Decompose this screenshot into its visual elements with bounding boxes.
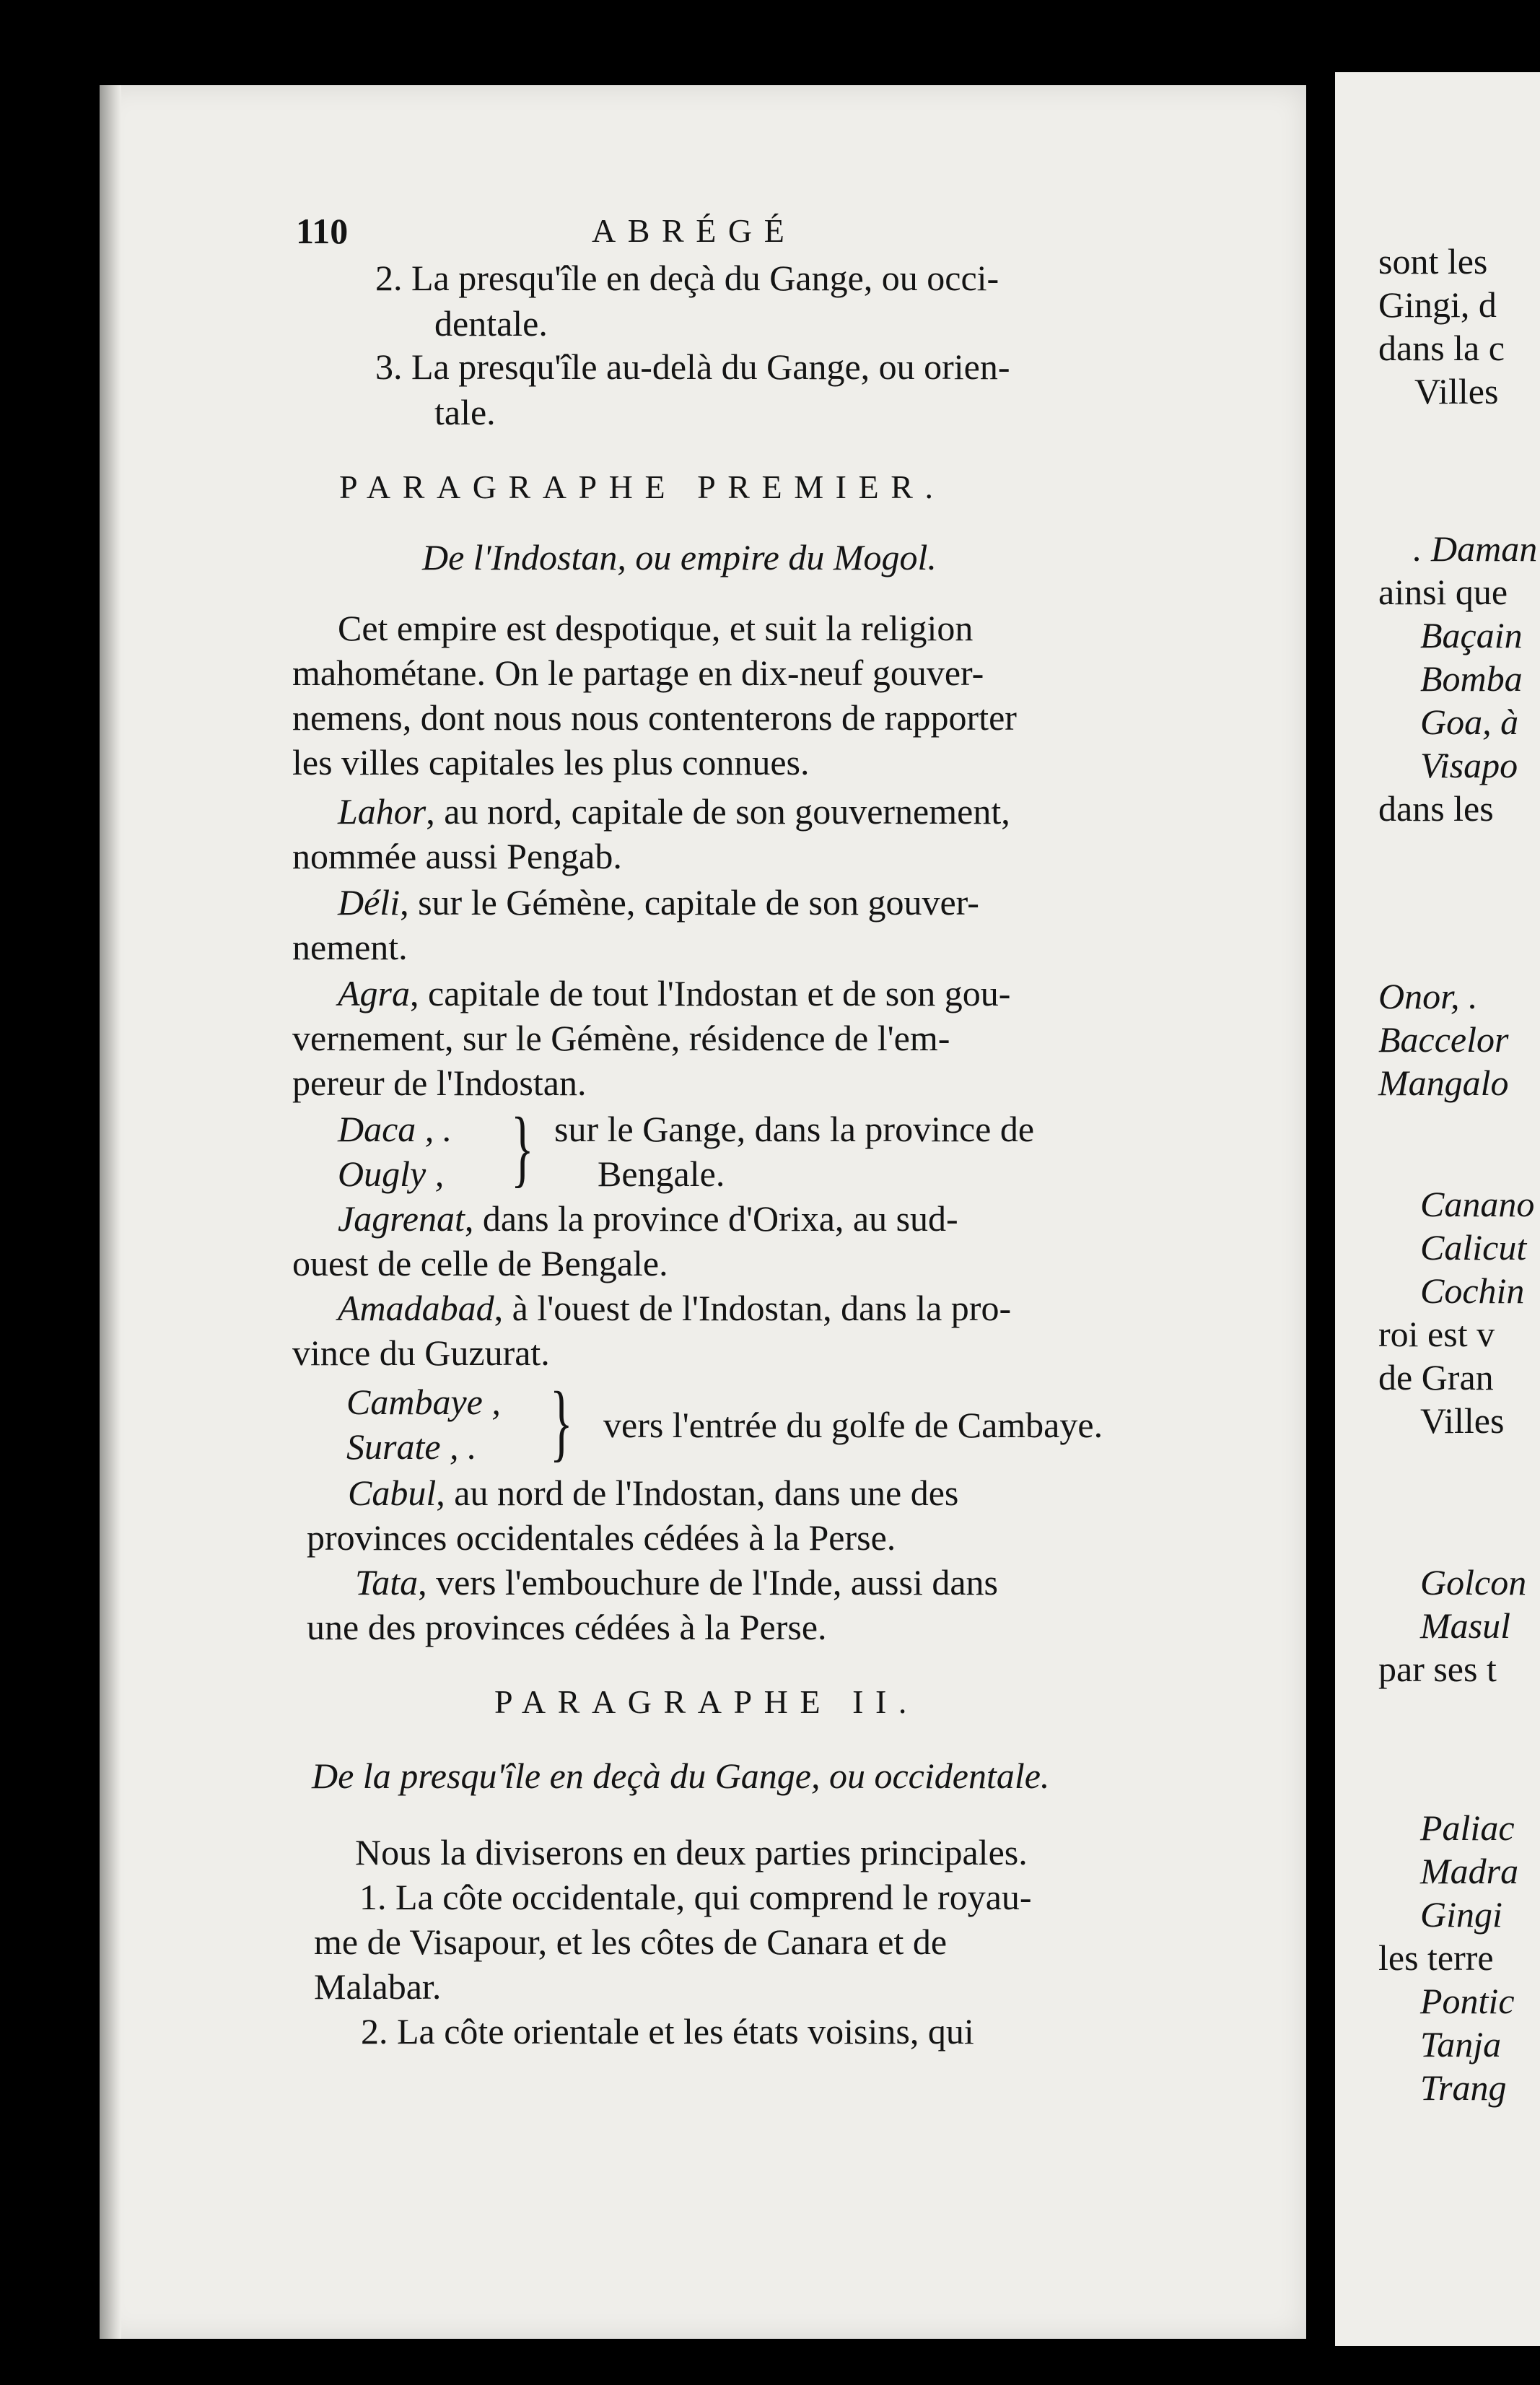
list-line: tale. <box>434 392 496 432</box>
facing-page <box>1335 72 1540 2346</box>
entry-amadabad <box>338 1286 1011 1330</box>
fragment-line: Calicut <box>1420 1227 1527 1268</box>
brace-icon: } <box>550 1374 573 1470</box>
fragment-line: de Gran <box>1378 1357 1494 1398</box>
place-name: Jagrenat <box>338 1198 465 1239</box>
body-line: vince du Guzurat. <box>292 1333 550 1373</box>
body-line: 1. La côte occidentale, qui comprend le royau- <box>359 1877 1032 1917</box>
fragment-line: roi est v <box>1378 1314 1495 1354</box>
body-line: ouest de celle de Bengale. <box>292 1243 668 1283</box>
fragment-line: ainsi que <box>1378 572 1508 612</box>
body-line: 2. La côte orientale et les états voisins, qui <box>361 2011 974 2052</box>
body-line: Nous la diviserons en deux parties principales. <box>355 1832 1028 1872</box>
body-line: Malabar. <box>314 1966 442 2007</box>
body-line: provinces occidentales cédées à la Perse. <box>307 1517 896 1558</box>
place-desc: , vers l'embouchure de l'Inde, aussi dans <box>418 1562 999 1603</box>
body-line: Bengale. <box>598 1154 725 1194</box>
entry-agra <box>338 972 1010 1015</box>
section-subtitle: De la presqu'île en deçà du Gange, ou occidentale. <box>312 1756 1050 1796</box>
place-desc: , capitale de tout l'Indostan et de son gou- <box>410 973 1011 1013</box>
place-name: Agra <box>338 973 410 1013</box>
place-name: Surate , . <box>346 1426 477 1467</box>
fragment-line: . Daman <box>1413 528 1538 569</box>
fragment-line: Baçain <box>1420 615 1523 655</box>
place-name: Déli <box>338 882 401 923</box>
body-line: Cet empire est despotique, et suit la religion <box>338 608 974 648</box>
body-line: les villes capitales les plus connues. <box>292 742 810 782</box>
fragment-line: Gingi, d <box>1378 284 1497 325</box>
place-desc: , au nord de l'Indostan, dans une des <box>436 1473 959 1513</box>
running-head: ABRÉGÉ <box>592 212 797 249</box>
fragment-line: Villes <box>1420 1400 1505 1441</box>
page-number: 110 <box>296 211 349 251</box>
fragment-line: sont les <box>1378 241 1488 282</box>
entry-lahor <box>338 790 1010 833</box>
page-gutter-shadow <box>100 85 121 2339</box>
entry-cabul <box>348 1471 958 1514</box>
section-subtitle: De l'Indostan, ou empire du Mogol. <box>422 537 937 577</box>
place-name: Cabul <box>348 1473 437 1513</box>
place-name: Amadabad <box>338 1288 494 1328</box>
body-line: vers l'entrée du golfe de Cambaye. <box>603 1405 1103 1445</box>
place-name: Tata <box>355 1562 419 1603</box>
body-line: nommée aussi Pengab. <box>292 836 622 876</box>
fragment-line: par ses t <box>1378 1649 1497 1689</box>
place-desc: , à l'ouest de l'Indostan, dans la pro- <box>494 1288 1012 1328</box>
fragment-line: Mangalo <box>1378 1063 1509 1103</box>
body-line: vernement, sur le Gémène, résidence de l'em- <box>292 1018 950 1058</box>
fragment-line: Canano <box>1420 1184 1535 1224</box>
list-line: 3. La presqu'île au-delà du Gange, ou orien- <box>375 346 1010 387</box>
fragment-line: Villes <box>1414 371 1499 411</box>
fragment-line: Cochin <box>1420 1270 1525 1311</box>
place-name: Cambaye , <box>346 1382 501 1422</box>
body-line: mahométane. On le partage en dix-neuf gouver- <box>292 653 984 693</box>
body-line: nemens, dont nous nous contenterons de rapporter <box>292 697 1017 738</box>
place-desc: , dans la province d'Orixa, au sud- <box>464 1198 958 1239</box>
fragment-line: Madra <box>1420 1851 1519 1891</box>
fragment-line: Baccelor <box>1378 1019 1509 1060</box>
list-line: dentale. <box>434 303 548 344</box>
entry-deli <box>338 881 979 924</box>
place-desc: , sur le Gémène, capitale de son gouver- <box>400 882 979 923</box>
body-line: pereur de l'Indostan. <box>292 1063 587 1103</box>
entry-tata <box>355 1561 998 1604</box>
fragment-line: Visapo <box>1420 745 1518 785</box>
fragment-line: Bomba <box>1420 658 1523 699</box>
fragment-line: Tanja <box>1420 2024 1502 2064</box>
body-line: sur le Gange, dans la province de <box>554 1109 1035 1149</box>
fragment-line: Goa, à <box>1420 702 1519 742</box>
fragment-line: Gingi <box>1420 1894 1502 1935</box>
fragment-line: Golcon <box>1420 1562 1527 1603</box>
place-desc: , au nord, capitale de son gouvernement, <box>426 791 1010 832</box>
entry-jagrenat <box>338 1197 958 1240</box>
place-name: Ougly , <box>338 1154 445 1194</box>
fragment-line: Trang <box>1420 2067 1507 2108</box>
place-name: Daca , . <box>338 1109 452 1149</box>
brace-icon: } <box>511 1099 534 1195</box>
fragment-line: Onor, . <box>1378 976 1478 1016</box>
body-line: nement. <box>292 927 408 967</box>
section-heading: PARAGRAPHE II. <box>494 1683 919 1720</box>
fragment-line: les terre <box>1378 1937 1494 1978</box>
fragment-line: Pontic <box>1420 1981 1515 2021</box>
body-line: me de Visapour, et les côtes de Canara et de <box>314 1922 948 1962</box>
list-line: 2. La presqu'île en deçà du Gange, ou occi- <box>375 258 999 298</box>
fragment-line: dans les <box>1378 788 1494 829</box>
fragment-line: Paliac <box>1420 1808 1515 1848</box>
section-heading: PARAGRAPHE PREMIER. <box>339 468 945 505</box>
fragment-line: dans la c <box>1378 328 1505 368</box>
body-line: une des provinces cédées à la Perse. <box>307 1607 827 1647</box>
fragment-line: Masul <box>1420 1605 1510 1646</box>
place-name: Lahor <box>338 791 426 832</box>
